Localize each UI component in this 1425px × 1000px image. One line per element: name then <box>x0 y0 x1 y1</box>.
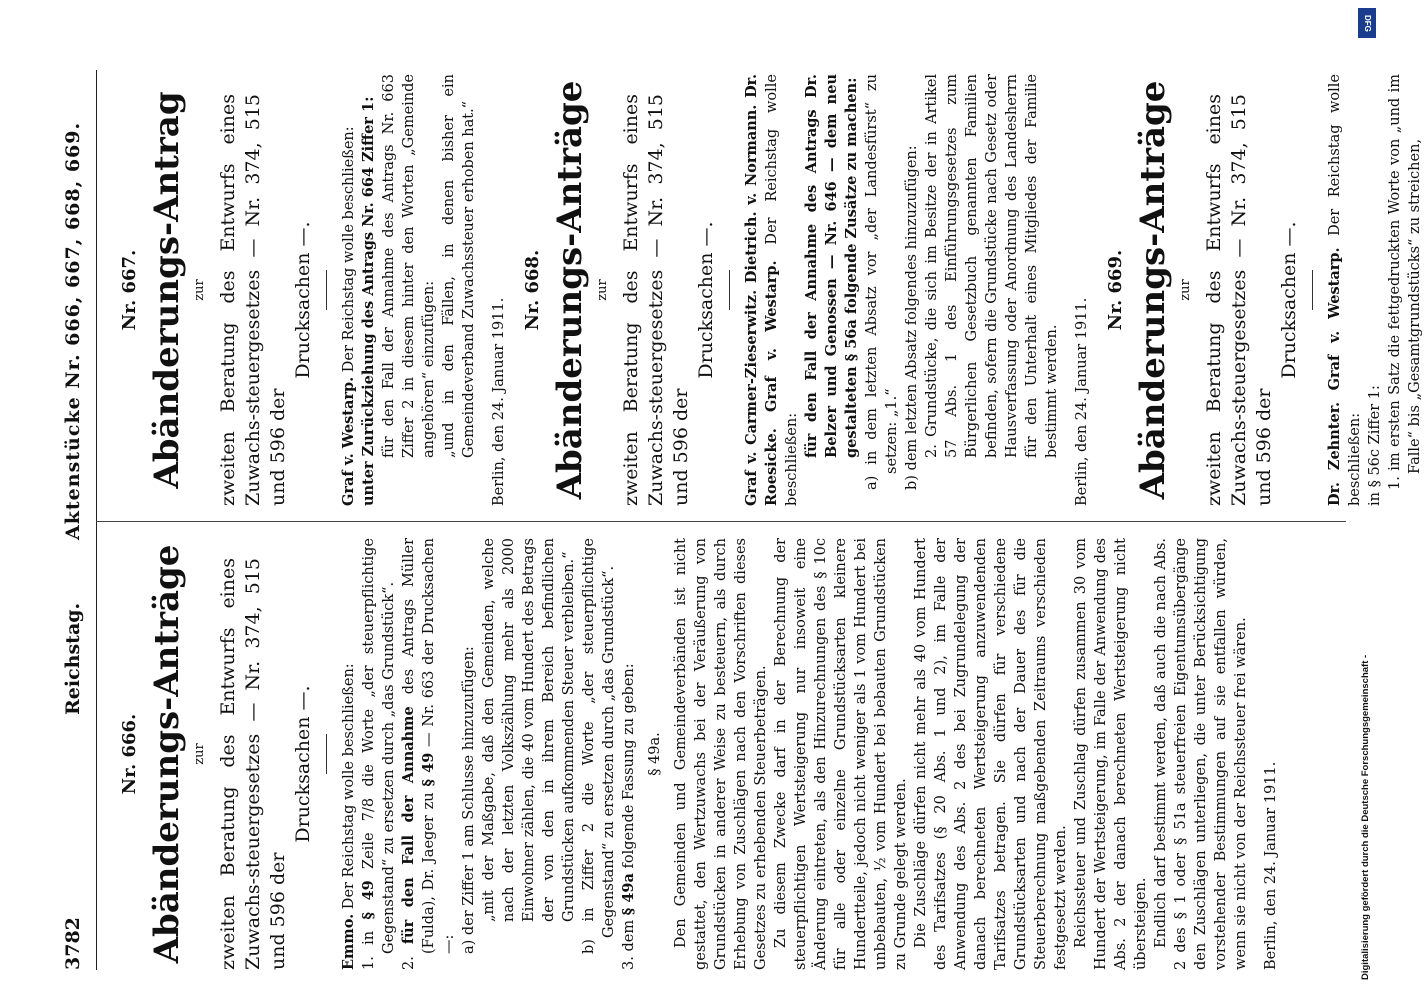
motion-intro: Graf v. Westarp. Der Reichstag wolle beschließen: <box>340 126 357 506</box>
motion-text: in § 56c Ziffer 1: <box>1367 385 1383 506</box>
item-b: b) dem letzten Absatz folgendes hinzuzufügen: <box>904 145 920 490</box>
column-667-669 <box>106 74 1425 506</box>
date-line: Berlin, den 24. Januar 1911. <box>491 297 507 506</box>
digitization-credit <box>1356 10 1378 990</box>
header-document: Aktenstücke Nr. 666, 667, 668, 669. <box>62 121 84 540</box>
paragraph-text: Den Gemeinden und Gemeindeverbänden ist nicht gestattet, den Wertzuwachs bei der Veräußerung von Grundstücken in anderer Weise zu besteuern, als durch Erhebung von Zuschlägen nach den Vorschriften dieses Gesetzes zu erhebenden Steuerbeträgen. <box>673 538 769 970</box>
header-body: Reichstag. <box>62 602 84 715</box>
paragraph-text: Endlich darf bestimmt werden, daß auch die nach Abs. 2 des § 1 oder § 51a steuerfreien Eigentumsübergänge den Zuschlägen unterliegen, die unter Berücksichtigung vorstehender Bestimmungen auf sie entfallen würden, wenn sie nicht von der Reichssteuer frei wären. <box>1153 538 1249 970</box>
section-zur: zur <box>1178 279 1193 301</box>
motion-text: für den Fall der Annahme des Antrags Nr. 663 Ziffer 2 in diesem hinter den Worten „Gemeinde angehören“ einzufügen: <box>381 74 437 458</box>
item-2a: a) der Ziffer 1 am Schlusse hinzuzufügen: <box>461 646 477 954</box>
item-1: 1. in § 49 Zeile 7/8 die Worte „der steuerpflichtige Gegenstand“ zu ersetzen durch „das Grundstück“. <box>360 538 397 970</box>
section-title: Abänderungs-Anträge <box>550 80 590 500</box>
date-line: Berlin, den 24. Januar 1911. <box>1074 297 1090 506</box>
condition: unter Zurückziehung des Antrags Nr. 664 Ziffer 1: <box>360 96 377 506</box>
section-subject: zweiten Beratung des Entwurfs eines Zuwachs-steuergesetzes — Nr. 374, 515 und 596 der Drucksachen —. <box>217 558 314 970</box>
motion-text: für den Fall der Annahme des Antrags Dr. Belzer und Genossen — Nr. 646 — dem neu gestalteten § 56a folgende Zusätze zu machen: <box>803 74 860 458</box>
section-subject: zweiten Beratung des Entwurfs eines Zuwachs-steuergesetzes — Nr. 374, 515 und 596 der Drucksachen —. <box>620 94 717 506</box>
section-title: Abänderungs-Anträge <box>147 544 187 964</box>
digitization-text: Digitalisierung gefördert durch die Deutsche Forschungsgemeinschaft - <box>1360 654 1371 980</box>
column-666 <box>106 538 1281 970</box>
section-number: Nr. 667. <box>119 249 140 331</box>
section-zur: zur <box>192 743 207 765</box>
short-rule <box>1312 270 1313 310</box>
page-header <box>50 70 97 970</box>
item-2b: b) in Ziffer 2 die Worte „der steuerpflichtige Gegenstand“ zu ersetzen durch „das Grundstück“. <box>581 538 617 954</box>
section-number: Nr. 666. <box>119 713 140 795</box>
motion-intro: Dr. Zehnter. Graf v. Westarp. Der Reichstag wolle beschließen: <box>1326 73 1363 506</box>
item-2a-quote: „mit der Maßgabe, daß den Gemeinden, welche nach der letzten Volkszählung mehr als 2000 Einwohner zählen, die 40 vom Hundert des Betrags der von den in ihrem Bereich befindlichen Grundstücken aufkommenden Steuer verbleiben.“ <box>481 538 577 922</box>
item-b2: 2. Grundstücke, die sich im Besitze der in Artikel 57 Abs. 1 des Einführungsgesetzes zum Bürgerlichen Gesetzbuch genannten Familien befinden, sofern die Grundstücke nach Gesetz oder Hausverfassung oder Anordnung des Landesherrn für den Unterhalt eines Mitgliedes der Familie bestimmt werden. <box>924 74 1060 458</box>
section-title: Abänderungs-Anträge <box>1133 80 1173 500</box>
motion-intro: Graf v. Carmer-Zieserwitz. Dietrich. v. Normann. Dr. Roesicke. Graf v. Westarp. Der Reichstag wolle beschließen: <box>743 74 800 506</box>
motion-quote: „und in den Fällen, in denen bisher ein Gemeindeverband Zuwachssteuer erhoben hat.“ <box>441 74 477 458</box>
section-number: Nr. 668. <box>522 249 543 331</box>
dfg-logo: DFG <box>1358 8 1376 38</box>
date-line: Berlin, den 24. Januar 1911. <box>1263 761 1279 970</box>
section-subject: zweiten Beratung des Entwurfs eines Zuwachs-steuergesetzes — Nr. 374, 515 und 596 der Drucksachen —. <box>1203 94 1300 506</box>
section-title: Abänderungs-Antrag <box>147 91 187 489</box>
short-rule <box>326 734 327 774</box>
section-zur: zur <box>595 279 610 301</box>
item-2: 2. für den Fall der Annahme des Antrags Müller (Fulda), Dr. Jaeger zu § 49 — Nr. 663 der Drucksachen —: <box>400 538 457 970</box>
paragraph-text: Zu diesem Zwecke darf in der Berechnung der steuerpflichtigen Wertsteigerung nur insoweit eine Änderung eintreten, als den Hinzurechnungen des § 10c für alle oder einzelne Grundstücksarten kleinere Hundertteile, jedoch nicht weniger als 1 vom Hundert bei unbebauten, ½ vom Hundert bei bebauten Grundstücken zu Grunde gelegt werden. <box>773 538 909 970</box>
section-number: Nr. 669. <box>1105 249 1126 331</box>
section-zur: zur <box>192 279 207 301</box>
paragraph-text: Reichssteuer und Zuschlag dürfen zusammen 30 vom Hundert der Wertsteigerung, im Falle der Anwendung des Abs. 2 der danach berechneten Wertsteigerung nicht übersteigen. <box>1073 538 1149 970</box>
motion-intro: Emmo. Der Reichstag wolle beschließen: <box>340 663 357 970</box>
item-1: 1. im ersten Satz die fettgedruckten Worte von „und im Falle“ bis „Gesamtgrundstücks“ zu streichen, <box>1387 74 1423 490</box>
paragraph-heading: § 49a. <box>647 732 663 776</box>
paragraph-text: Die Zuschläge dürfen nicht mehr als 40 vom Hundert des Tarifsatzes (§ 20 Abs. 1 und 2), im Falle der Anwendung des Abs. 2 des bei Zugrundelegung der danach berechneten Wertsteigerung anzuwendenden Tarifsatzes betragen. Sie dürfen für verschiedene Grundstücksarten und nach der Dauer des für die Steuerberechnung maßgebenden Zeitraums verschieden festgesetzt werden. <box>913 538 1069 970</box>
section-subject: zweiten Beratung des Entwurfs eines Zuwachs-steuergesetzes — Nr. 374, 515 und 596 der Drucksachen —. <box>217 94 314 506</box>
column-divider <box>96 521 1346 522</box>
page-number: 3782 <box>62 917 84 970</box>
item-3: 3. dem § 49a folgende Fassung zu geben: <box>620 663 637 970</box>
item-a: a) in dem letzten Absatz vor „der Landesfürst“ zu setzen: „1.“ <box>864 74 900 490</box>
short-rule <box>729 270 730 310</box>
short-rule <box>326 270 327 310</box>
